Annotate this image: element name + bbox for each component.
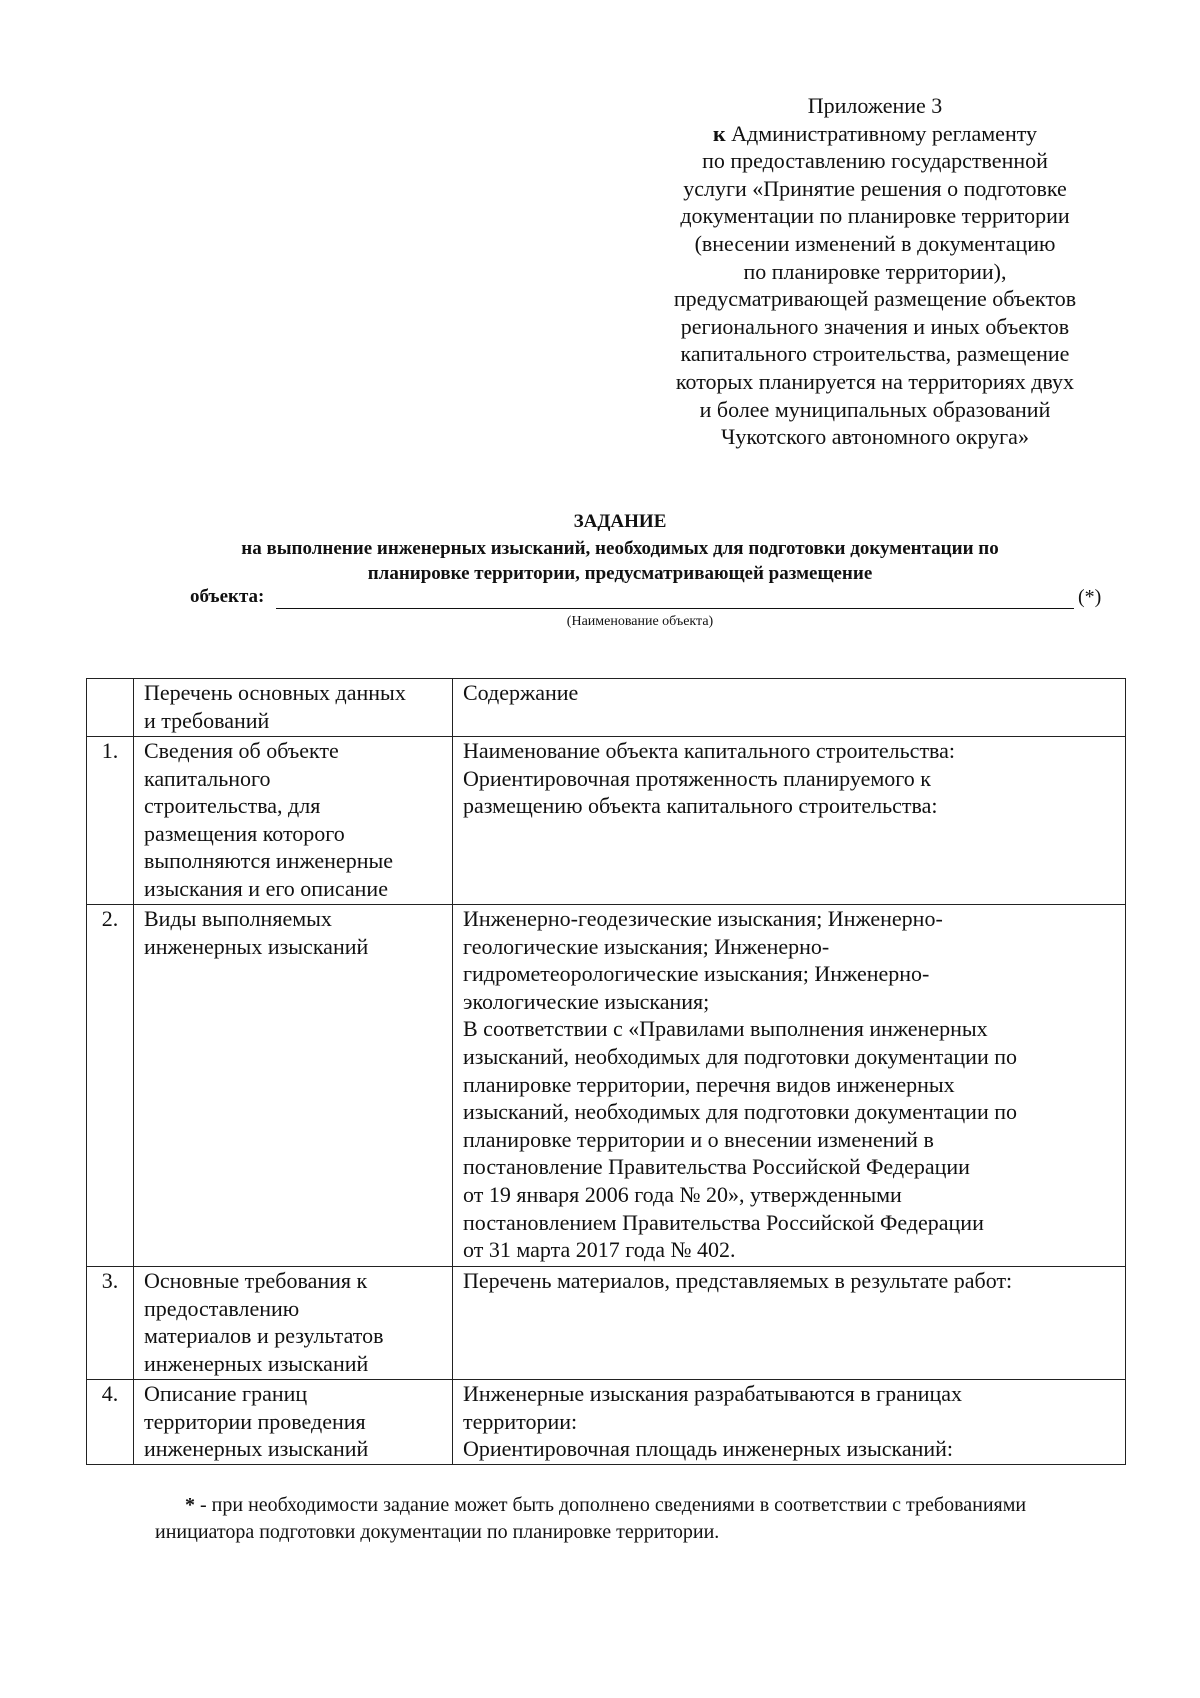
table-row <box>87 905 1126 1267</box>
footnote <box>155 1492 1155 1546</box>
cell-line: Сведения об объекте <box>144 738 339 763</box>
table-cell-param <box>134 1267 453 1380</box>
cell-line: Содержание <box>463 680 579 705</box>
cell-line: Описание границ <box>144 1381 308 1406</box>
cell-line: Инженерные изыскания разрабатываются в границах <box>463 1381 963 1406</box>
footnote-line <box>155 1492 1155 1519</box>
cell-line: гидрометеорологические изыскания; Инженерно- <box>463 961 930 987</box>
object-label: объекта: <box>190 586 265 607</box>
object-name-row <box>190 586 1100 614</box>
cell-line: изысканий, необходимых для подготовки документации по <box>463 1043 1018 1069</box>
cell-line: Ориентировочная площадь инженерных изысканий: <box>463 1436 954 1462</box>
table-cell-param <box>134 737 453 905</box>
cell-line: от 31 марта 2017 года № 402. <box>463 1237 736 1263</box>
cell-line: материалов и результатов <box>144 1323 384 1349</box>
requirements-table <box>86 678 1126 1465</box>
table-cell-num: 3. <box>87 1267 134 1380</box>
table-row <box>87 737 1126 905</box>
cell-line: предоставлению <box>144 1295 300 1321</box>
appendix-line: капитального строительства, размещение <box>680 341 1070 367</box>
table-cell-num: 1. <box>87 737 134 905</box>
table-cell-content <box>453 737 1126 905</box>
document-subtitle <box>140 536 1100 586</box>
object-name-blank <box>276 608 1074 609</box>
table-header-content <box>453 679 1126 737</box>
appendix-line: Чукотского автономного округа» <box>721 424 1029 450</box>
table-cell-content <box>453 1380 1126 1465</box>
table-cell-param <box>134 1380 453 1465</box>
appendix-line: Приложение 3 <box>807 93 943 118</box>
cell-line: капитального <box>144 765 271 791</box>
table-row <box>87 1380 1126 1465</box>
appendix-line: по предоставлению государственной <box>702 148 1048 174</box>
cell-line: Перечень материалов, представляемых в результате работ: <box>463 1268 1013 1293</box>
appendix-header <box>650 92 1100 451</box>
cell-line: строительства, для <box>144 793 321 819</box>
cell-line: изыскания и его описание <box>144 875 388 901</box>
cell-line: и требований <box>144 707 270 733</box>
table-header-row <box>87 679 1126 737</box>
cell-line: размещения которого <box>144 820 345 846</box>
cell-line: Инженерно-геодезические изыскания; Инженерно- <box>463 906 943 931</box>
cell-line: территории: <box>463 1408 578 1434</box>
object-caption: (Наименование объекта) <box>566 614 714 629</box>
table-cell-num: 4. <box>87 1380 134 1465</box>
footnote-text: - при необходимости задание может быть дополнено сведениями в соответствии с требованиями <box>200 1494 1027 1516</box>
table-cell-content <box>453 1267 1126 1380</box>
appendix-line: к Административному регламенту <box>712 120 1038 146</box>
footnote-line: инициатора подготовки документации по планировке территории. <box>155 1521 720 1543</box>
cell-line: инженерных изысканий <box>144 1350 369 1376</box>
cell-line: изысканий, необходимых для подготовки документации по <box>463 1099 1018 1125</box>
appendix-line: документации по планировке территории <box>680 203 1070 229</box>
cell-line: геологические изыскания; Инженерно- <box>463 933 830 959</box>
cell-line: В соответствии с «Правилами выполнения инженерных <box>463 1016 988 1042</box>
footnote-star: * <box>185 1494 195 1516</box>
appendix-line: предусматривающей размещение объектов <box>673 286 1077 312</box>
cell-line: выполняются инженерные <box>144 848 394 874</box>
cell-line: Основные требования к <box>144 1268 368 1293</box>
cell-line: инженерных изысканий <box>144 1436 369 1462</box>
table-cell-num <box>87 679 134 737</box>
appendix-line-rest: Административному регламенту <box>731 120 1038 146</box>
cell-line: от 19 января 2006 года № 20», утвержденными <box>463 1181 902 1207</box>
cell-line: Ориентировочная протяженность планируемого к <box>463 765 931 791</box>
appendix-line: регионального значения и иных объектов <box>680 313 1070 339</box>
table-header-param <box>134 679 453 737</box>
footnote-mark: (*) <box>1078 586 1102 608</box>
cell-line: размещению объекта капитального строительства: <box>463 793 938 819</box>
cell-line: планировке территории, перечня видов инженерных <box>463 1071 955 1097</box>
subtitle-line: планировке территории, предусматривающей размещение <box>367 563 873 584</box>
cell-line: Наименование объекта капитального строительства: <box>463 738 956 763</box>
cell-line: постановлением Правительства Российской Федерации <box>463 1209 984 1235</box>
cell-line: территории проведения <box>144 1408 366 1434</box>
document-title: ЗАДАНИЕ <box>573 511 667 532</box>
table-cell-param <box>134 905 453 1267</box>
cell-line: постановление Правительства Российской Федерации <box>463 1154 970 1180</box>
appendix-line: по планировке территории), <box>743 258 1007 284</box>
cell-line: Перечень основных данных <box>144 680 406 705</box>
cell-line: инженерных изысканий <box>144 933 369 959</box>
appendix-line: услуги «Принятие решения о подготовке <box>683 175 1067 201</box>
cell-line: Виды выполняемых <box>144 906 332 931</box>
table-row <box>87 1267 1126 1380</box>
appendix-line: (внесении изменений в документацию <box>694 230 1056 256</box>
appendix-line: и более муниципальных образований <box>699 396 1051 422</box>
subtitle-line: на выполнение инженерных изысканий, необходимых для подготовки документации по <box>241 538 999 559</box>
appendix-line: которых планируется на территориях двух <box>675 368 1075 394</box>
cell-line: экологические изыскания; <box>463 988 710 1014</box>
table-cell-content <box>453 905 1126 1267</box>
table-cell-num: 2. <box>87 905 134 1267</box>
cell-line: планировке территории и о внесении изменений в <box>463 1126 934 1152</box>
